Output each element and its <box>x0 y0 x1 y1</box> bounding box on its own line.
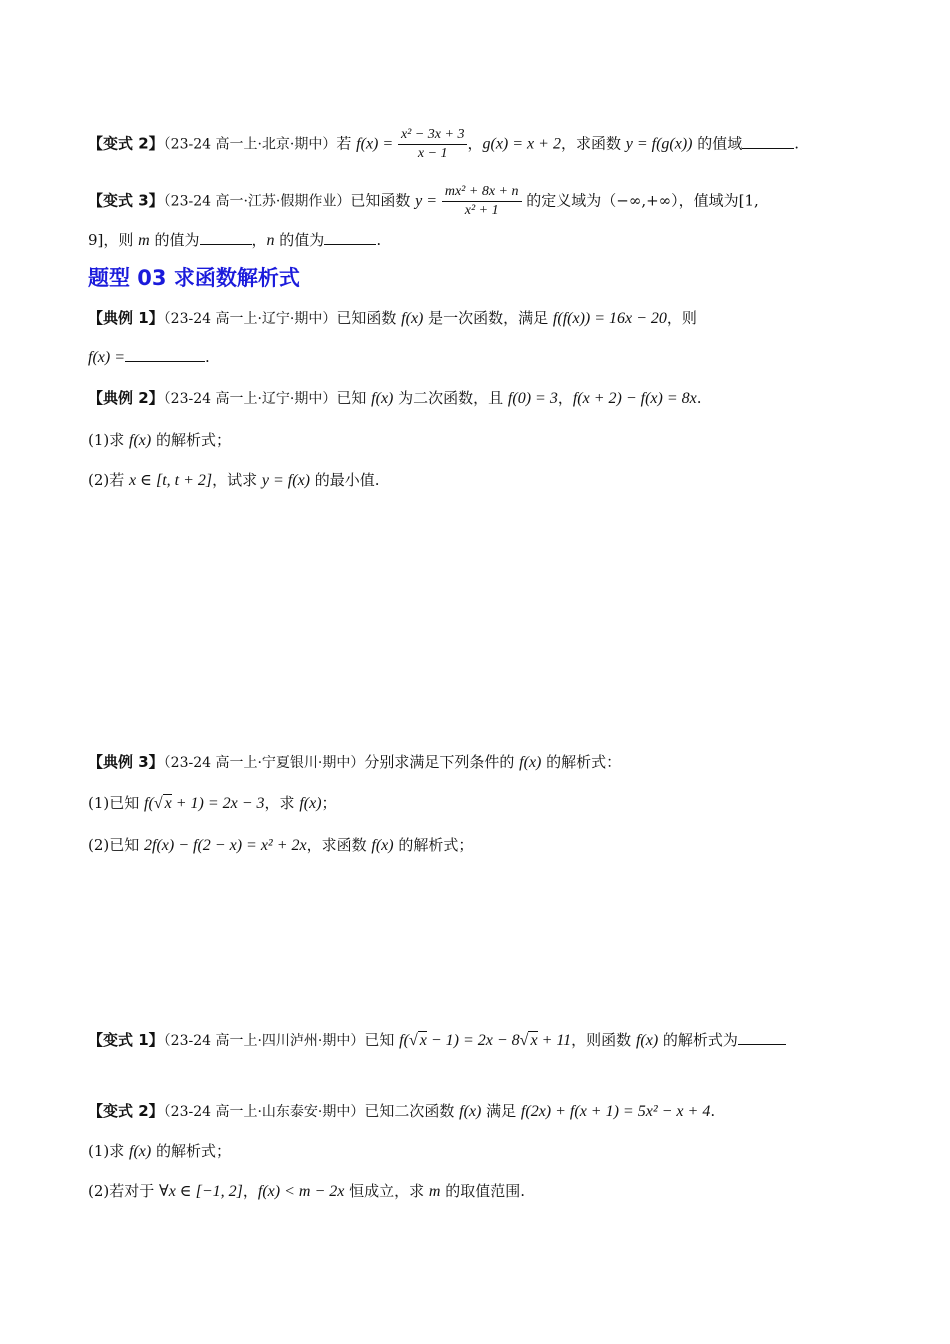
question-source: （23-24 高一上·辽宁·期中） <box>163 311 337 327</box>
fraction: $\frac{\text{x² − 3x + 3}}{x - 1}$ <box>398 126 468 163</box>
question-source: （23-24 高一上·辽宁·期中） <box>163 391 337 407</box>
question-tag: 【典例 2】 <box>88 389 164 407</box>
dianli1-question: 【典例 1】（23-24 高一上·辽宁·期中）已知函数 f(x) 是一次函数，满足 f(f(x)) = 16x − 20，则 <box>88 309 697 327</box>
question-tag: 【典例 1】 <box>88 309 164 327</box>
bianshi2b-subq1: (1)求 f(x) 的解析式； <box>88 1142 232 1160</box>
question-source: （23-24 高一上·北京·期中） <box>163 136 337 153</box>
question-source: （23-24 高一·江苏·假期作业） <box>163 193 351 210</box>
fraction: $\frac{\text{mx² + 8x + n}}{\text{x² + 1}}$ <box>442 183 522 220</box>
bianshi1-question: 【变式 1】（23-24 高一上·四川泸州·期中）已知 f(√ x − 1) = 2x − 8√ x + 11，则函数 f(x) 的解析式为 <box>88 1029 880 1052</box>
bianshi2-question: 【变式 2】（23-24 高一上·北京·期中）若 f(x) = $\frac{\text{x² − 3x + 3}}{x - 1}$ ，g(x) = x + 2，求函数 y = f(g(x)) 的值域 . <box>88 127 800 161</box>
dianli3-subq2: (2)已知 2f(x) − f(2 − x) = x² + 2x，求函数 f(x) 的解析式； <box>88 836 474 854</box>
answer-blank <box>742 134 794 149</box>
dianli2-question: 【典例 2】（23-24 高一上·辽宁·期中）已知 f(x) 为二次函数，且 f(0) = 3，f(x + 2) − f(x) = 8x. <box>88 389 702 407</box>
answer-blank <box>738 1030 786 1045</box>
answer-blank <box>324 230 376 245</box>
bianshi3-question-cont: 9]，则 m 的值为 ，n 的值为 . <box>88 231 382 249</box>
question-source: （23-24 高一上·山东泰安·期中） <box>163 1104 365 1120</box>
bianshi2b-question: 【变式 2】（23-24 高一上·山东泰安·期中）已知二次函数 f(x) 满足 f(2x) + f(x + 1) = 5x² − x + 4. <box>88 1102 716 1120</box>
dianli2-subq1: (1)求 f(x) 的解析式； <box>88 431 232 449</box>
sqrt-symbol: √ <box>408 1032 418 1049</box>
math-fx: f(x) = <box>356 135 394 153</box>
dianli3-subq1: (1)已知 f(√ x + 1) = 2x − 3，求 f(x)； <box>88 794 337 812</box>
question-source: （23-24 高一上·宁夏银川·期中） <box>163 755 365 771</box>
section-title: 题型 03 求函数解析式 <box>88 266 300 290</box>
question-tag: 【变式 3】 <box>88 191 164 210</box>
question-tag: 【变式 1】 <box>88 1031 164 1049</box>
answer-blank <box>200 230 252 245</box>
question-tag: 【变式 2】 <box>88 1102 164 1120</box>
question-source: （23-24 高一上·四川泸州·期中） <box>163 1033 365 1049</box>
dianli3-question: 【典例 3】（23-24 高一上·宁夏银川·期中）分别求满足下列条件的 f(x) 的解析式： <box>88 753 622 771</box>
bianshi3-question: 【变式 3】（23-24 高一·江苏·假期作业）已知函数 y = $\frac{\text{mx² + 8x + n}}{\text{x² + 1}}$ 的定义域为（−∞,+∞），值域为[1, <box>88 184 759 218</box>
answer-blank <box>125 347 205 362</box>
dianli1-question-cont: f(x) = . <box>88 348 210 366</box>
question-tag: 【变式 2】 <box>88 134 164 153</box>
bianshi2b-subq2: (2)若对于 ∀x ∈ [−1, 2]，f(x) < m − 2x 恒成立，求 m 的取值范围. <box>88 1182 526 1200</box>
sqrt-symbol: √ <box>153 795 163 812</box>
sqrt-symbol: √ <box>519 1032 529 1049</box>
question-tag: 【典例 3】 <box>88 753 164 771</box>
dianli2-subq2: (2)若 x ∈ [t, t + 2]，试求 y = f(x) 的最小值. <box>88 471 380 489</box>
